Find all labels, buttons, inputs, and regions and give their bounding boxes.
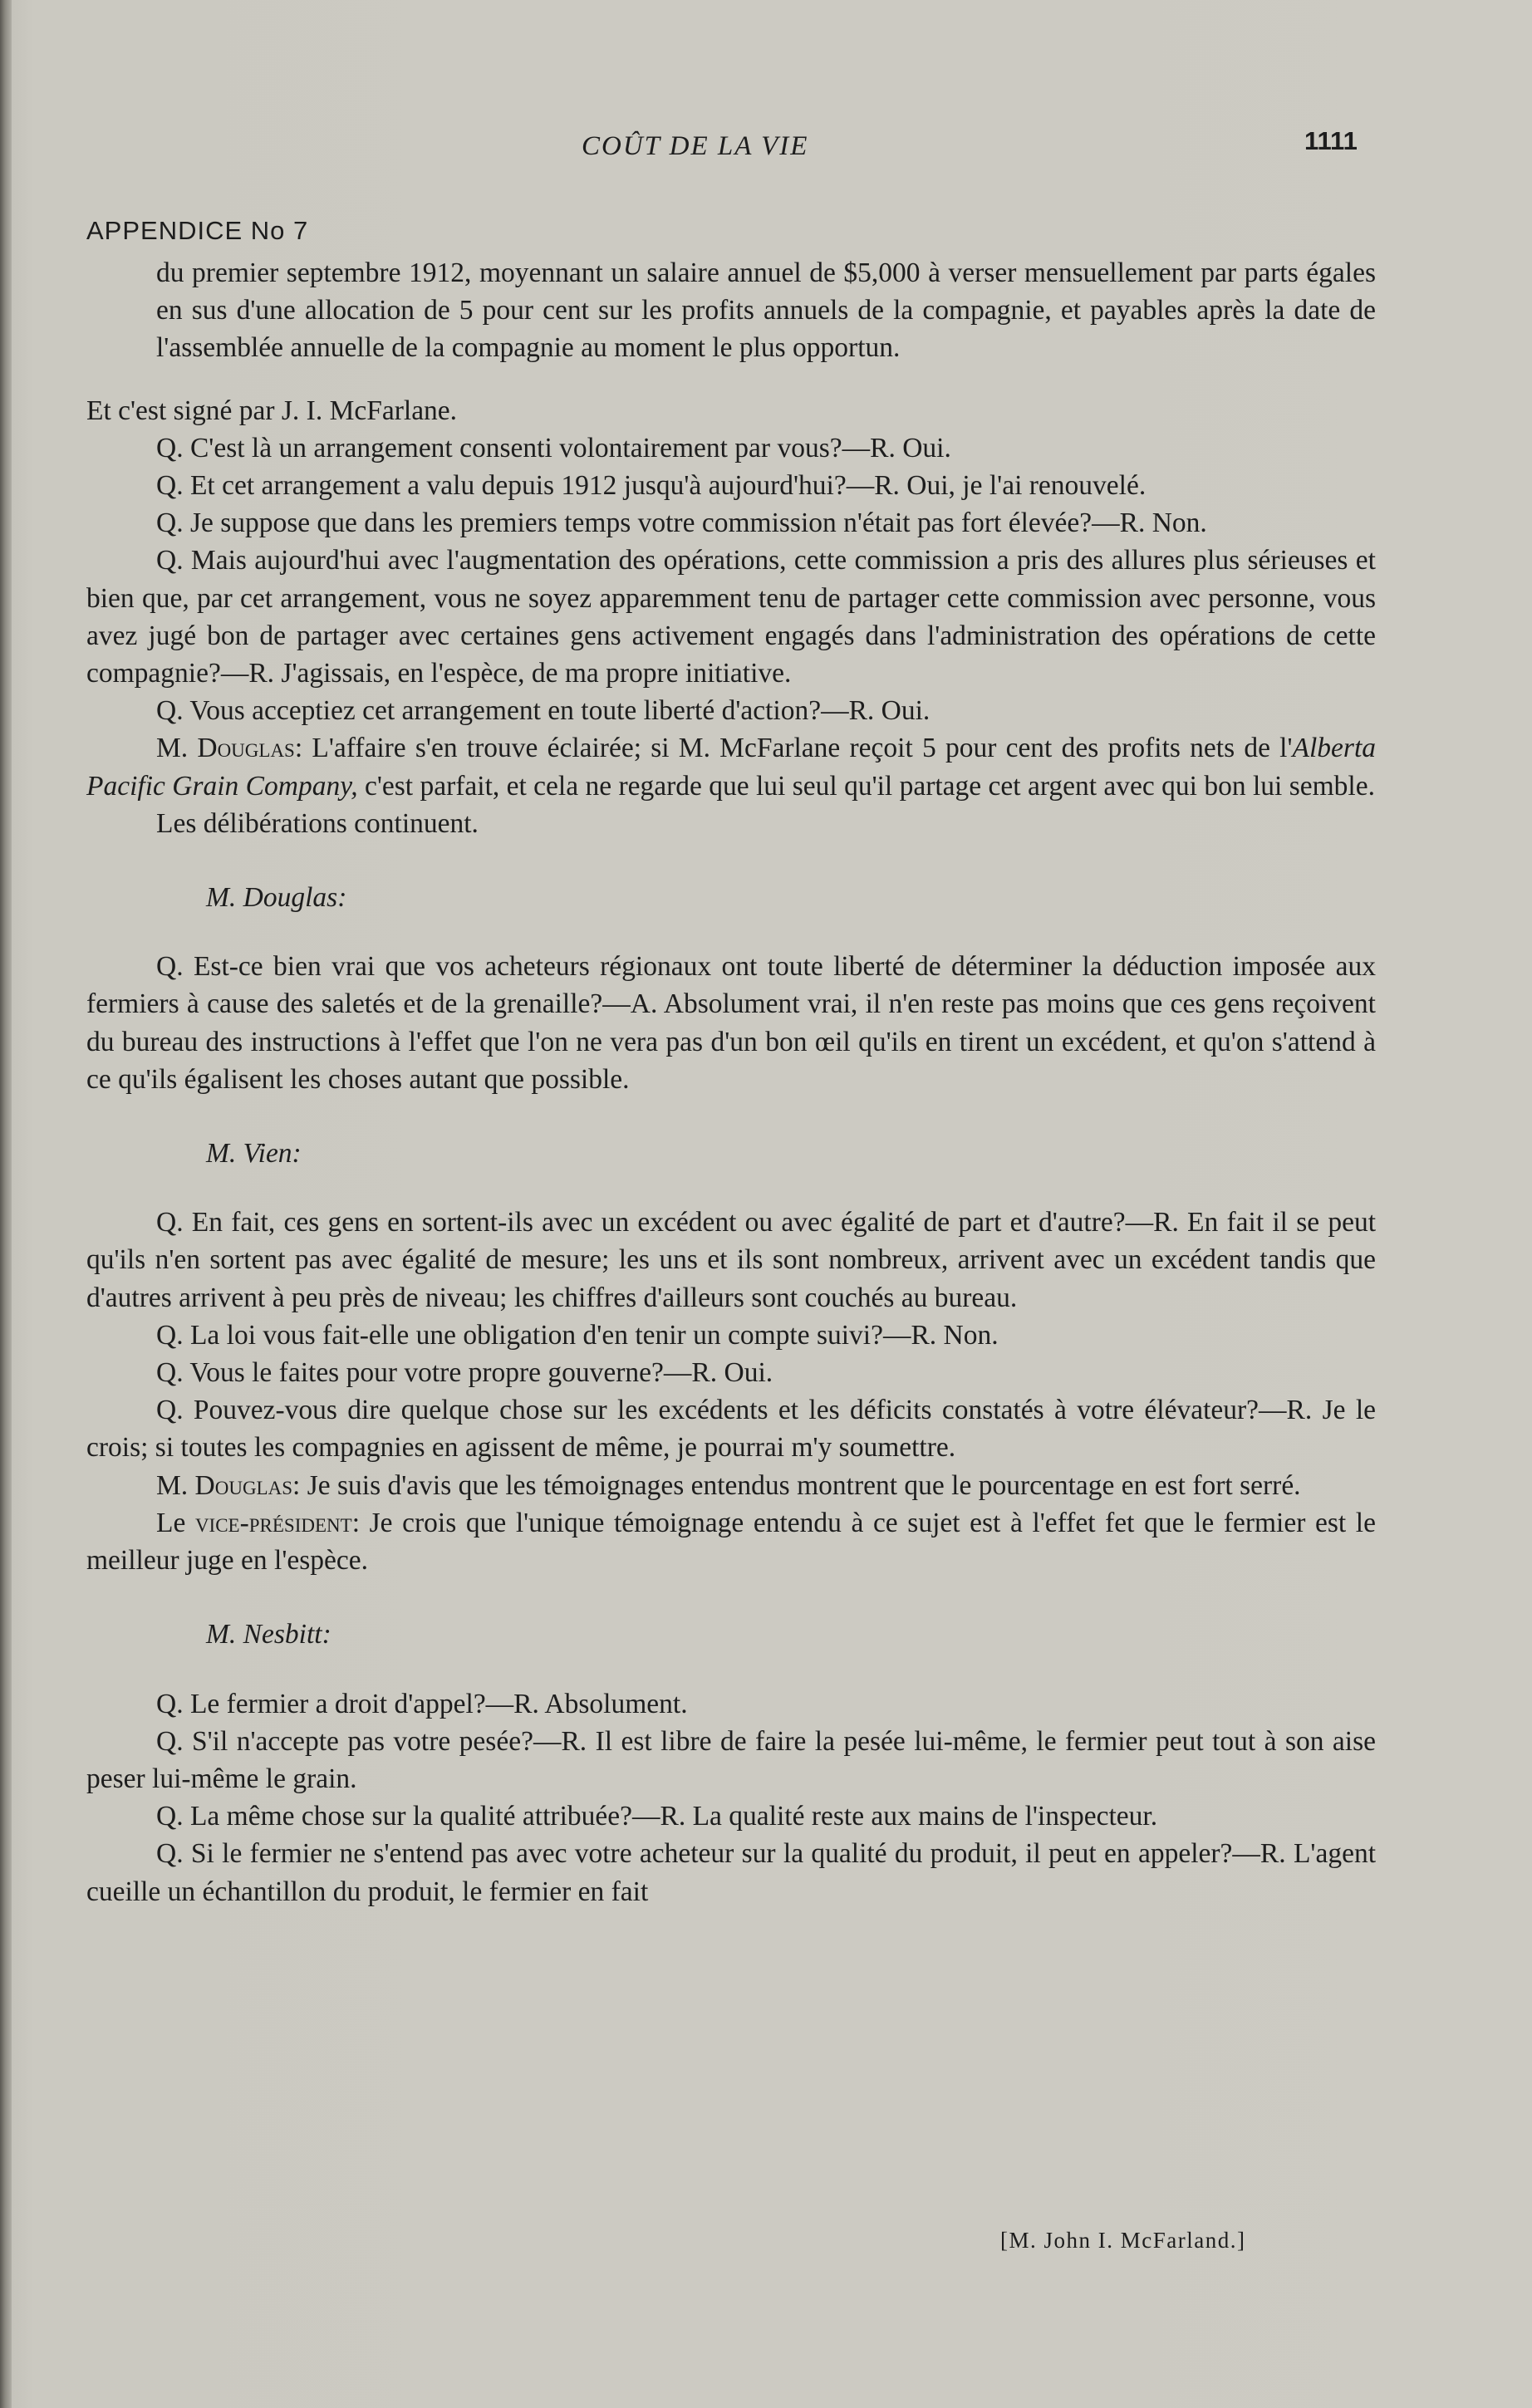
running-title: COÛT DE LA VIE — [582, 131, 809, 161]
question-answer: Q. Vous acceptiez cet arrangement en toute liberté d'action?—R. Oui. — [156, 695, 930, 727]
appendix-label: APPENDICE No 7 — [86, 216, 309, 245]
statement-text: : L'affaire s'en trouve éclairée; si M. McFarlane reçoit 5 pour cent des profits nets de l' — [294, 733, 1293, 764]
speaker-prefix: Le — [156, 1507, 195, 1538]
question-answer: Q. En fait, ces gens en sortent-ils avec un excédent ou avec égalité de part et d'autre?—R. En fait il se peut qu'ils n'en sortent pas avec égalité de mesure; les uns et ils sont nombreux, arrivent avec un excédent tandis que d'autres arrivent à peu près de niveau; les chiffres d'ailleurs sont couchés au bureau. — [86, 1207, 1376, 1313]
speaker-heading: M. Douglas: — [206, 882, 347, 914]
statement-douglas — [86, 729, 1376, 804]
page-number: 1111 — [1304, 126, 1358, 155]
question-answer: Q. La loi vous fait-elle une obligation d'en tenir un compte suivi?—R. Non. — [156, 1319, 999, 1351]
witness-reference: [M. John I. McFarland.] — [1000, 2228, 1246, 2253]
question-answer: Q. Vous le faites pour votre propre gouverne?—R. Oui. — [156, 1357, 773, 1389]
question-answer: Q. C'est là un arrangement consenti volontairement par vous?—R. Oui. — [156, 432, 951, 463]
speaker-name: vice-président — [194, 1507, 352, 1538]
paragraph: Et c'est signé par J. I. McFarlane. — [86, 395, 458, 426]
question-answer: Q. La même chose sur la qualité attribuée?—R. La qualité reste aux mains de l'inspecteur. — [156, 1801, 1158, 1832]
speaker-name: M. Douglas — [156, 733, 295, 764]
quoted-contract-text: du premier septembre 1912, moyennant un salaire annuel de $5,000 à verser mensuellement par parts égales en sus d'une allocation de 5 pour cent sur les profits annuels de la compagnie, et payables après la date de l'assemblée annuelle de la compagnie au moment le plus opportun. — [156, 257, 1376, 364]
speaker-heading: M. Vien: — [206, 1138, 302, 1170]
statement-text: c'est parfait, et cela ne regarde que lui seul qu'il partage cet argent avec qui bon lui semble. — [357, 770, 1375, 802]
statement-douglas — [86, 1467, 1376, 1504]
binding-edge — [0, 0, 12, 2408]
question-answer: Q. Le fermier a droit d'appel?—R. Absolument. — [156, 1688, 688, 1719]
question-answer: Q. Je suppose que dans les premiers temps votre commission n'était pas fort élevée?—R. Non. — [156, 508, 1207, 539]
body-text — [86, 254, 1376, 1910]
question-answer: Q. Et cet arrangement a valu depuis 1912 jusqu'à aujourd'hui?—R. Oui, je l'ai renouvelé. — [156, 470, 1147, 502]
speaker-name: M. Douglas — [156, 1469, 293, 1501]
question-answer: Q. Mais aujourd'hui avec l'augmentation des opérations, cette commission a pris des allures plus sérieuses et bien que, par cet arrangement, vous ne soyez apparemment tenu de partager cette commission avec personne, vous avez jugé bon de partager avec certaines gens activement engagés dans l'administration des opérations de cette compagnie?—R. J'agissais, en l'espèce, de ma propre initiative. — [86, 545, 1376, 689]
question-answer: Q. Est-ce bien vrai que vos acheteurs régionaux ont toute liberté de déterminer la déduction imposée aux fermiers à cause des saletés et de la grenaille?—A. Absolument vrai, il n'en reste pas moins que ces gens reçoivent du bureau des instructions à l'effet que l'on ne vera pas d'un bon œil qu'ils en tirent un excédent, et qu'on s'attend à ce qu'ils égalisent les choses autant que possible. — [86, 951, 1376, 1095]
company-name: Alberta Pacific Grain Company, — [86, 733, 1376, 802]
statement-text: : Je crois que l'unique témoignage entendu à ce sujet est à l'effet fet que le fermier est le meilleur juge en l'espèce. — [86, 1507, 1376, 1577]
question-answer: Q. Si le fermier ne s'entend pas avec votre acheteur sur la qualité du produit, il peut en appeler?—R. L'agent cueille un échantillon du produit, le fermier en fait — [86, 1838, 1376, 1907]
statement-text: : Je suis d'avis que les témoignages entendus montrent que le pourcentage en est fort serré. — [292, 1469, 1301, 1501]
question-answer: Q. Pouvez-vous dire quelque chose sur les excédents et les déficits constatés à votre élévateur?—R. Je le crois; si toutes les compagnies en agissent de même, je pourrai m'y soumettre. — [86, 1395, 1376, 1464]
paragraph: Les délibérations continuent. — [156, 807, 479, 839]
speaker-heading: M. Nesbitt: — [206, 1619, 331, 1650]
question-answer: Q. S'il n'accepte pas votre pesée?—R. Il est libre de faire la pesée lui-même, le fermier peut tout à son aise peser lui-même le grain. — [86, 1725, 1376, 1794]
statement-vice-president — [86, 1504, 1376, 1579]
